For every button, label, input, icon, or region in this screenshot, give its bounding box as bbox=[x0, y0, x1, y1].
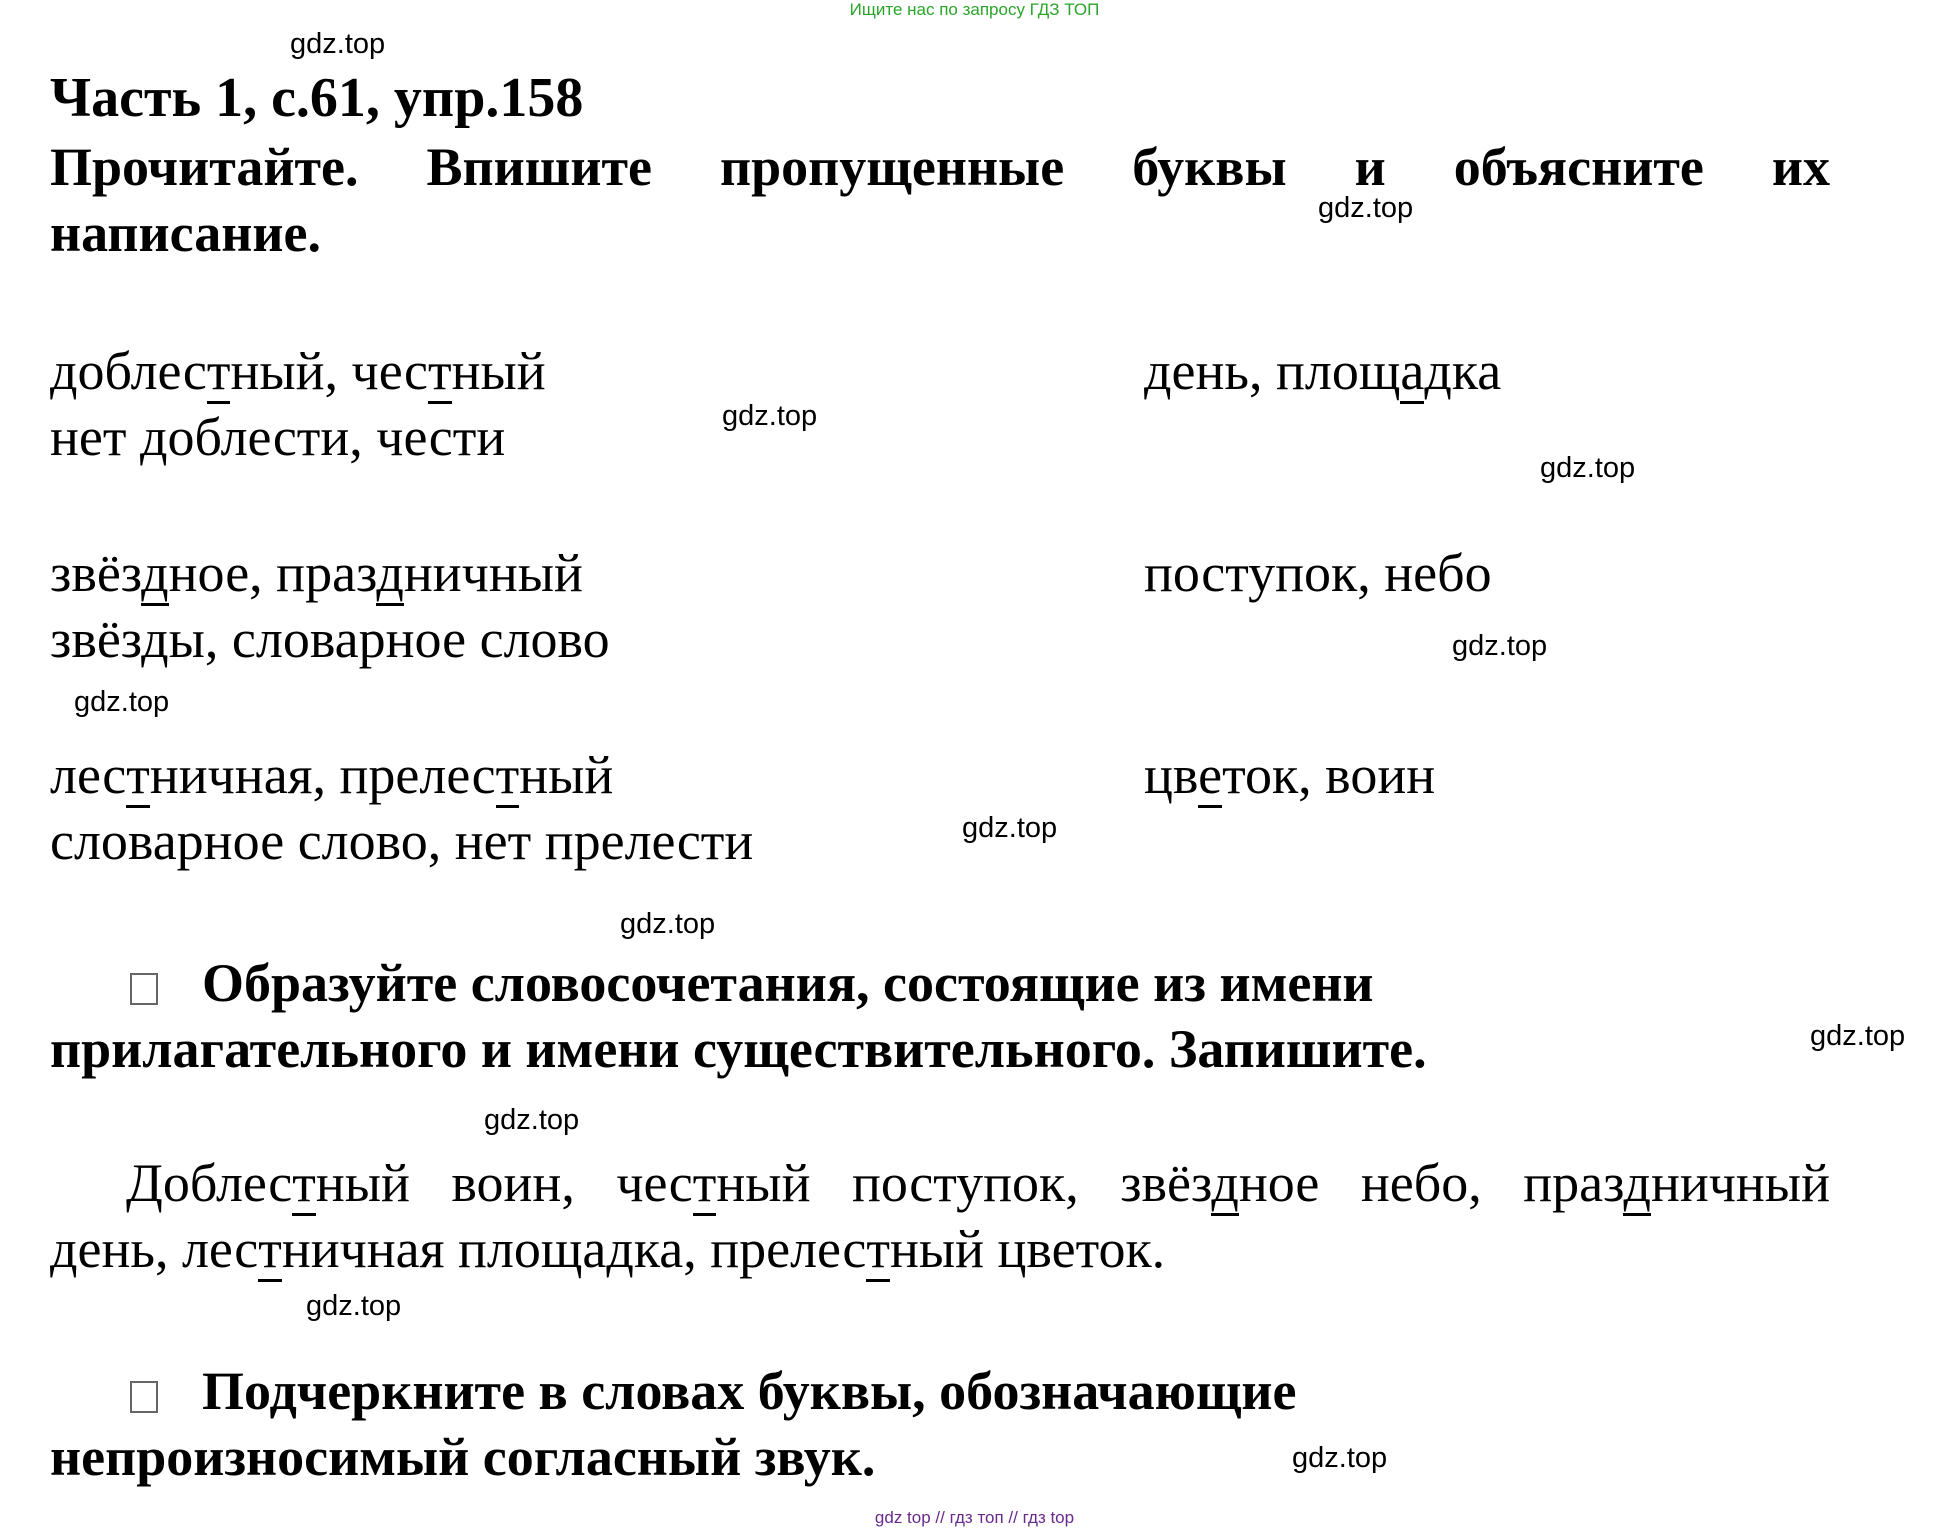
task-1-line-2: написание. bbox=[50, 203, 321, 263]
watermark: gdz.top bbox=[1810, 1020, 1906, 1052]
task-1-line-1: Прочитайте. Впишите пропущенные буквы и объясните их bbox=[50, 137, 1830, 197]
word-row: поступок, небо bbox=[1144, 543, 1492, 603]
word-row: звёзды, словарное слово bbox=[50, 609, 610, 669]
task-instruction-3 bbox=[50, 1358, 1830, 1490]
underlined-letter: т bbox=[258, 1219, 282, 1282]
underlined-letter: е bbox=[1198, 745, 1222, 808]
task-2-line-2: прилагательного и имени существительного. Запишите. bbox=[50, 1019, 1427, 1079]
word-row: словарное слово, нет прелести bbox=[50, 811, 754, 871]
task-instruction-2 bbox=[50, 950, 1830, 1082]
watermark: gdz.top bbox=[722, 400, 818, 432]
watermark: gdz.top bbox=[1292, 1442, 1388, 1474]
underlined-letter: т bbox=[126, 745, 150, 808]
underlined-letter: т bbox=[292, 1153, 316, 1216]
underlined-letter: д bbox=[1211, 1153, 1238, 1216]
watermark: gdz.top bbox=[290, 28, 386, 60]
task-3-line-2: непроизносимый согласный звук. bbox=[50, 1427, 876, 1487]
task-2-line-1: Образуйте словосочетания, состоящие из имени bbox=[50, 950, 1830, 1016]
word-row: лестничная, прелестный bbox=[50, 742, 613, 808]
word-row: цветок, воин bbox=[1144, 742, 1435, 808]
watermark: gdz.top bbox=[1540, 452, 1636, 484]
watermark: gdz.top bbox=[306, 1290, 402, 1322]
underlined-letter: а bbox=[1400, 341, 1424, 404]
word-row: нет доблести, чести bbox=[50, 407, 506, 467]
watermark: gdz.top bbox=[1452, 630, 1548, 662]
watermark: gdz.top bbox=[1318, 192, 1414, 224]
underlined-letter: т bbox=[207, 341, 231, 404]
underlined-letter: т bbox=[496, 745, 520, 808]
answer-paragraph bbox=[50, 1150, 1830, 1282]
word-row: доблестный, честный bbox=[50, 338, 546, 404]
bullet-square-icon bbox=[130, 1381, 158, 1413]
watermark: gdz.top bbox=[484, 1104, 580, 1136]
answer-line-1: Доблестный воин, честный поступок, звёздное небо, праздничный bbox=[50, 1150, 1830, 1216]
footer-links: gdz top // гдз топ // гдз top bbox=[874, 1508, 1075, 1527]
underlined-letter: д bbox=[141, 543, 168, 606]
task-3-line-1: Подчеркните в словах буквы, обозначающие bbox=[50, 1358, 1830, 1424]
answer-line-2: день, лестничная площадка, прелестный цветок. bbox=[50, 1216, 1830, 1282]
watermark: gdz.top bbox=[74, 686, 170, 718]
watermark: gdz.top bbox=[620, 908, 716, 940]
underlined-letter: д bbox=[376, 543, 403, 606]
task-instruction-1 bbox=[50, 134, 1830, 266]
word-row: день, площадка bbox=[1144, 338, 1501, 404]
word-row: звёздное, праздничный bbox=[50, 540, 583, 606]
watermark: gdz.top bbox=[962, 812, 1058, 844]
search-hint-banner: Ищите нас по запросу ГДЗ ТОП bbox=[849, 0, 1100, 19]
underlined-letter: т bbox=[693, 1153, 717, 1216]
underlined-letter: т bbox=[866, 1219, 890, 1282]
underlined-letter: д bbox=[1623, 1153, 1650, 1216]
page-title: Часть 1, с.61, упр.158 bbox=[50, 67, 584, 129]
bullet-square-icon bbox=[130, 973, 158, 1005]
underlined-letter: т bbox=[428, 341, 452, 404]
